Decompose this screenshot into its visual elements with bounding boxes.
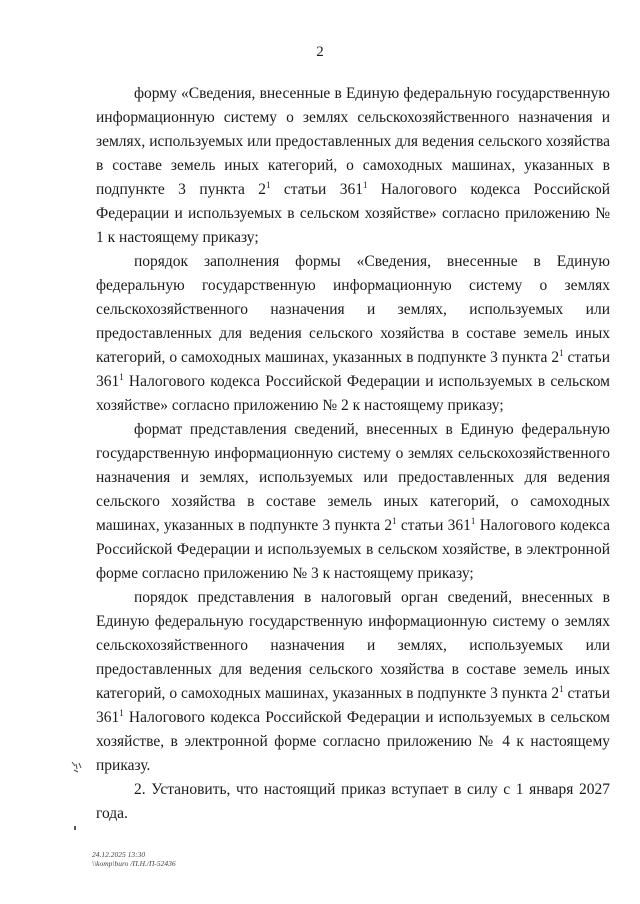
superscript: 1	[119, 708, 124, 718]
document-body	[96, 82, 610, 826]
superscript: 1	[265, 180, 271, 190]
text-run: Налогового кодекса Российской Федерации и используемых в сельском хозяйстве» согласно приложению № 1 к настоящему приказу;	[96, 181, 610, 246]
text-run: 2. Установить, что настоящий приказ вступает в силу с 1 января 2027 года.	[96, 781, 610, 822]
superscript: 1	[119, 372, 124, 382]
text-run: порядок заполнения формы «Сведения, внесенные в Единую федеральную государственную информационную систему о землях сельскохозяйственного назначения и землях, используемых или предоставленных для ведения сельского хозяйства в составе земель иных категорий, о самоходных машинах, указанных в подпункте 3 пункта 2	[96, 253, 610, 366]
footer-timestamp: 24.12.2025 13:30	[92, 850, 146, 859]
scan-artifact-dot	[74, 826, 76, 830]
paragraph	[96, 250, 610, 418]
text-run: статьи 361	[96, 685, 610, 726]
text-run: статьи 361	[270, 181, 363, 198]
paragraph	[96, 778, 610, 826]
superscript: 1	[559, 684, 564, 694]
paragraph	[96, 418, 610, 586]
text-run: Налогового кодекса Российской Федерации и используемых в сельском хозяйстве, в электронной форме согласно приложению № 4 к настоящему приказу.	[96, 709, 610, 774]
superscript: 1	[470, 516, 476, 526]
superscript: 1	[362, 180, 368, 190]
paragraph	[96, 586, 610, 778]
footer-stamp	[92, 850, 176, 868]
text-run: Налогового кодекса Российской Федерации и используемых в сельском хозяйстве» согласно приложению № 2 к настоящему приказу;	[96, 373, 610, 414]
text-run: статьи 361	[96, 349, 610, 390]
text-run: порядок представления в налоговый орган сведений, внесенных в Единую федеральную государственную информационную систему о землях сельскохозяйственного назначения и землях, используемых или предоставленных для ведения сельского хозяйства в составе земель иных категорий, о самоходных машинах, указанных в подпункте 3 пункта 2	[96, 589, 610, 702]
text-run: формат представления сведений, внесенных в Единую федеральную государственную информационную систему о землях сельскохозяйственного назначения и землях, используемых или предоставленных для ведения сельского хозяйства в составе земель иных категорий, о самоходных машинах, указанных в подпункте 3 пункта 2	[96, 421, 610, 534]
text-run: статьи 361	[396, 517, 471, 534]
text-run: форму «Сведения, внесенные в Единую федеральную государственную информационную систему о землях сельскохозяйственного назначения и землях, используемых или предоставленных для ведения сельского хозяйства в составе земель иных категорий, о самоходных машинах, указанных в подпункте 3 пункта 2	[96, 85, 610, 198]
page-number: 2	[316, 44, 324, 60]
scan-artifact-mark	[70, 760, 84, 778]
superscript: 1	[392, 516, 397, 526]
text-run: Налогового кодекса Российской Федерации и используемых в сельском хозяйстве, в электронной форме согласно приложению № 3 к настоящему приказу;	[96, 517, 610, 582]
superscript: 1	[559, 348, 564, 358]
paragraph	[96, 82, 610, 250]
footer-file-path: \\komp\buro /П.Н./П-52436	[92, 859, 176, 868]
